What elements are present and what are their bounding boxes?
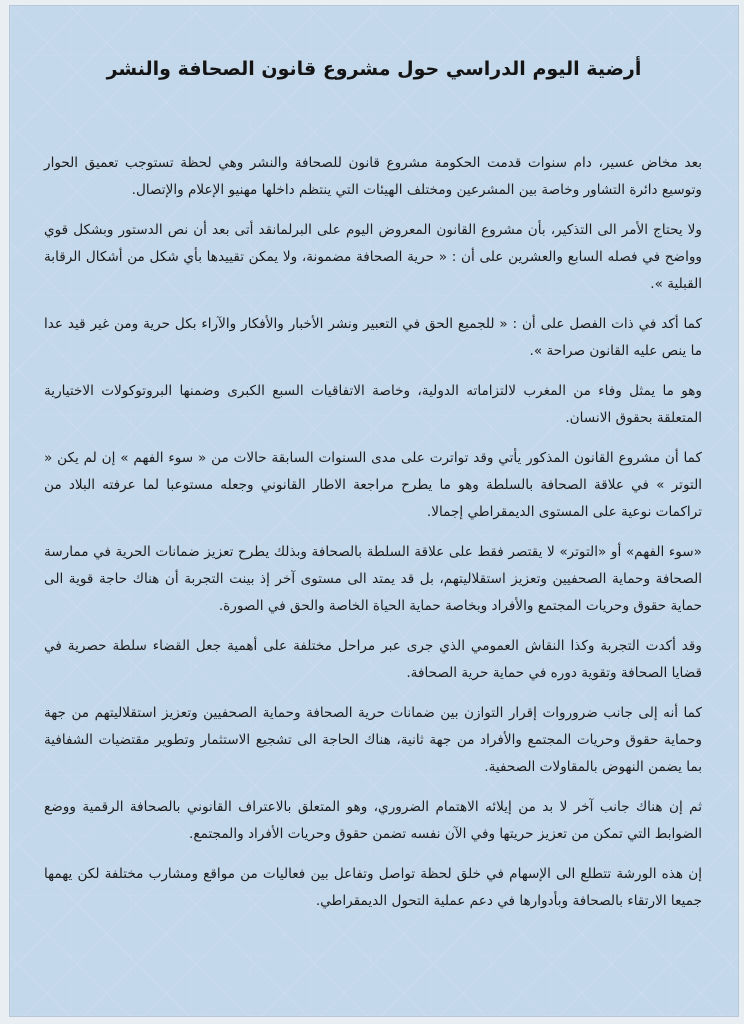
paragraph: إن هذه الورشة تتطلع الى الإسهام في خلق لحظة تواصل وتفاعل بين فعاليات من مواقع ومشارب مختلفة لكن يهمها جميعا الارتقاء بالصحافة وبأدوارها في دعم عملية التحول الديمقراطي. xyxy=(44,866,702,909)
paragraph: كما أنه إلى جانب ضروروات إقرار التوازن بين ضمانات حرية الصحافة وحماية الصحفيين وتعزيز استقلاليتهم من جهة وحماية حقوق وحريات المجتمع والأفراد من جهة ثانية، هناك الحاجة الى تشجيع الاستثمار وتطوير مقتضيات الشفافية بما يضمن النهوض بالمقاولات الصحفية. xyxy=(44,705,702,775)
paragraph: بعد مخاض عسير، دام سنوات قدمت الحكومة مشروع قانون للصحافة والنشر وهي لحظة تستوجب تعميق الحوار وتوسيع دائرة التشاور وخاصة بين المشرعين ومختلف الهيئات التي ينتظم داخلها مهنيو الإعلام والإتصال. xyxy=(44,155,702,198)
paragraph: ولا يحتاج الأمر الى التذكير، بأن مشروع القانون المعروض اليوم على البرلمانقد أتى بعد أن نص الدستور وبشكل قوي وواضح في فصله السابع والعشرين على أن : « حرية الصحافة مضمونة، ولا يمكن تقييدها بأي شكل من أشكال الرقابة القبلية ». xyxy=(44,222,702,292)
paragraph: «سوء الفهم» أو «التوتر» لا يقتصر فقط على علاقة السلطة بالصحافة وبذلك يطرح تعزيز ضمانات الحرية في ممارسة الصحافة وحماية الصحفيين وتعزيز استقلاليتهم، بل قد يمتد الى مستوى آخر إذ بينت التجربة أن هناك حاجة قوية الى حماية حقوق وحريات المجتمع والأفراد وبخاصة حماية الحياة الخاصة والحق في الصورة. xyxy=(44,544,702,614)
document-body xyxy=(44,150,702,928)
paragraph: وهو ما يمثل وفاء من المغرب لالتزاماته الدولية، وخاصة الاتفاقيات السبع الكبرى وضمنها البروتوكولات الاختيارية المتعلقة بحقوق الانسان. xyxy=(44,383,702,426)
document-page xyxy=(10,6,738,1016)
paragraph: كما أن مشروع القانون المذكور يأتي وقد تواترت على مدى السنوات السابقة حالات من « سوء الفهم » إن لم يكن « التوتر » في علاقة الصحافة بالسلطة وهو ما يطرح مراجعة الاطار القانوني وجعله مستوعبا لما عرفته البلاد من تراكمات نوعية على المستوى الديمقراطي إجمالا. xyxy=(44,450,702,520)
paragraph: كما أكد في ذات الفصل على أن : « للجميع الحق في التعبير ونشر الأخبار والأفكار والآراء بكل حرية ومن غير قيد عدا ما ينص عليه القانون صراحة ». xyxy=(44,316,702,359)
document-title: أرضية اليوم الدراسي حول مشروع قانون الصحافة والنشر xyxy=(106,58,642,80)
paragraph: وقد أكدت التجربة وكذا النقاش العمومي الذي جرى عبر مراحل مختلفة على أهمية جعل القضاء سلطة حصرية في قضايا الصحافة وتقوية دوره في حماية حرية الصحافة. xyxy=(44,638,702,681)
paragraph: ثم إن هناك جانب آخر لا بد من إيلائه الاهتمام الضروري، وهو المتعلق بالاعتراف القانوني بالصحافة الرقمية ووضع الضوابط التي تمكن من تعزيز حريتها وفي الآن نفسه تضمن حقوق وحريات الأفراد والمجتمع. xyxy=(44,799,702,842)
